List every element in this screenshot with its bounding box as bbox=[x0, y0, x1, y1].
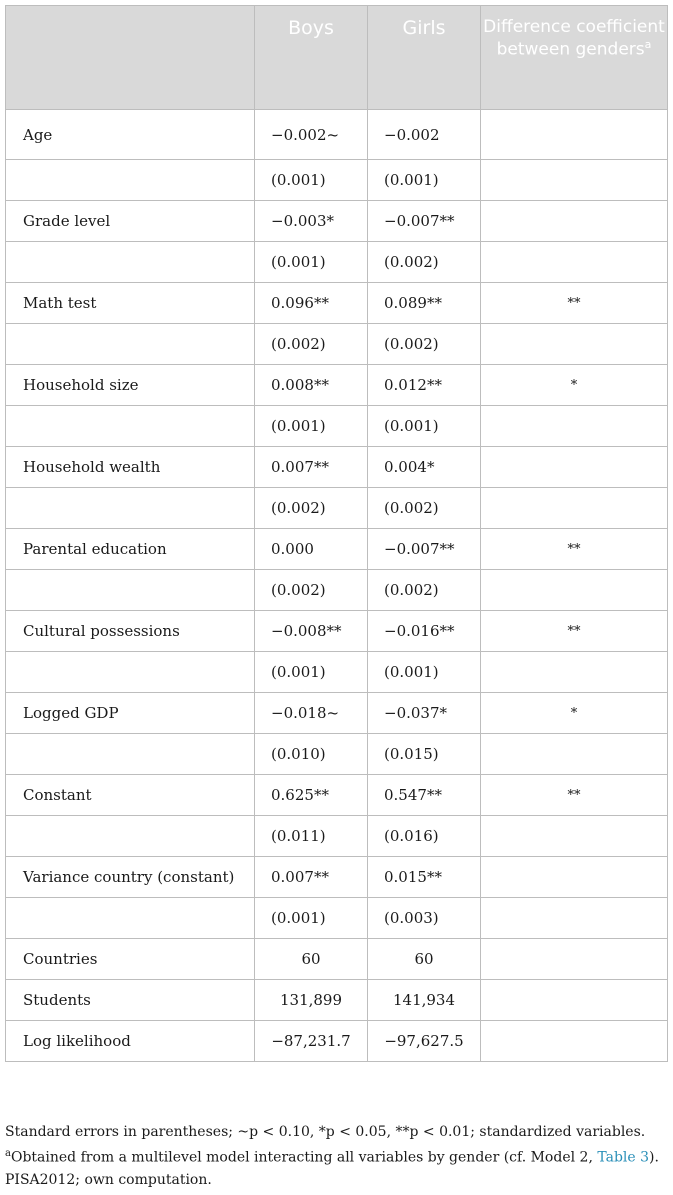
girls-coef: −0.037* bbox=[368, 693, 481, 734]
table-row bbox=[6, 611, 668, 652]
boys-coef: 0.000 bbox=[255, 529, 368, 570]
boys-value: −87,231.7 bbox=[255, 1021, 368, 1062]
girls-coef: −0.007** bbox=[368, 529, 481, 570]
boys-coef: 0.625** bbox=[255, 775, 368, 816]
table-row-se bbox=[6, 652, 668, 693]
boys-se: (0.001) bbox=[255, 406, 368, 447]
diff-sig: * bbox=[481, 693, 668, 734]
note-text-end: ). bbox=[649, 1149, 659, 1166]
boys-coef: −0.003* bbox=[255, 201, 368, 242]
header-row bbox=[6, 6, 668, 110]
table-row-se bbox=[6, 160, 668, 201]
diff-sig bbox=[481, 110, 668, 160]
row-label: Household size bbox=[6, 365, 255, 406]
boys-se: (0.011) bbox=[255, 816, 368, 857]
boys-coef: 0.096** bbox=[255, 283, 368, 324]
boys-se: (0.010) bbox=[255, 734, 368, 775]
girls-se: (0.002) bbox=[368, 324, 481, 365]
diff-sig bbox=[481, 857, 668, 898]
table-3-link[interactable]: Table 3 bbox=[597, 1149, 650, 1166]
note-text: Obtained from a multilevel model interacting all variables by gender (cf. Model 2, bbox=[10, 1149, 598, 1166]
note-significance: Standard errors in parentheses; ~p < 0.10, *p < 0.05, **p < 0.01; standardized variables. bbox=[5, 1124, 646, 1140]
table-row bbox=[6, 201, 668, 242]
boys-se: (0.002) bbox=[255, 324, 368, 365]
girls-value: 141,934 bbox=[368, 980, 481, 1021]
row-label: Math test bbox=[6, 283, 255, 324]
row-label: Logged GDP bbox=[6, 693, 255, 734]
row-label: Constant bbox=[6, 775, 255, 816]
girls-se: (0.015) bbox=[368, 734, 481, 775]
table-row bbox=[6, 775, 668, 816]
table-row-se bbox=[6, 734, 668, 775]
row-label: Household wealth bbox=[6, 447, 255, 488]
boys-se: (0.001) bbox=[255, 898, 368, 939]
table-row bbox=[6, 283, 668, 324]
boys-coef: 0.008** bbox=[255, 365, 368, 406]
table-row-se bbox=[6, 570, 668, 611]
table-row bbox=[6, 857, 668, 898]
boys-se: (0.002) bbox=[255, 570, 368, 611]
footnote-marker-a: a bbox=[644, 38, 652, 51]
girls-se: (0.002) bbox=[368, 488, 481, 529]
row-label: Countries bbox=[6, 939, 255, 980]
diff-sig bbox=[481, 201, 668, 242]
note-footnote-a bbox=[5, 1143, 667, 1169]
girls-coef: −0.002 bbox=[368, 110, 481, 160]
header-boys: Boys bbox=[255, 6, 368, 110]
table-notes bbox=[5, 1121, 667, 1191]
footnote-marker: a bbox=[5, 1148, 11, 1159]
girls-coef: 0.004* bbox=[368, 447, 481, 488]
girls-se: (0.001) bbox=[368, 652, 481, 693]
table-row bbox=[6, 365, 668, 406]
girls-value: 60 bbox=[368, 939, 481, 980]
table-row-se bbox=[6, 488, 668, 529]
boys-coef: 0.007** bbox=[255, 857, 368, 898]
boys-coef: −0.002~ bbox=[255, 110, 368, 160]
row-label: Log likelihood bbox=[6, 1021, 255, 1062]
note-source: PISA2012; own computation. bbox=[5, 1171, 212, 1188]
girls-se: (0.001) bbox=[368, 160, 481, 201]
boys-se: (0.001) bbox=[255, 652, 368, 693]
diff-sig: ** bbox=[481, 283, 668, 324]
diff-sig: ** bbox=[481, 529, 668, 570]
boys-se: (0.001) bbox=[255, 242, 368, 283]
girls-coef: −0.016** bbox=[368, 611, 481, 652]
summary-row bbox=[6, 980, 668, 1021]
header-variable bbox=[6, 6, 255, 110]
summary-row bbox=[6, 1021, 668, 1062]
girls-se: (0.016) bbox=[368, 816, 481, 857]
girls-se: (0.002) bbox=[368, 242, 481, 283]
table-row-se bbox=[6, 816, 668, 857]
boys-se: (0.001) bbox=[255, 160, 368, 201]
row-label: Cultural possessions bbox=[6, 611, 255, 652]
table-row-se bbox=[6, 406, 668, 447]
boys-coef: 0.007** bbox=[255, 447, 368, 488]
boys-coef: −0.008** bbox=[255, 611, 368, 652]
boys-coef: −0.018~ bbox=[255, 693, 368, 734]
table-row-se bbox=[6, 242, 668, 283]
girls-coef: −0.007** bbox=[368, 201, 481, 242]
summary-row bbox=[6, 939, 668, 980]
girls-coef: 0.089** bbox=[368, 283, 481, 324]
diff-sig: ** bbox=[481, 611, 668, 652]
row-label: Parental education bbox=[6, 529, 255, 570]
girls-se: (0.001) bbox=[368, 406, 481, 447]
diff-sig bbox=[481, 447, 668, 488]
header-girls: Girls bbox=[368, 6, 481, 110]
table-row-se bbox=[6, 324, 668, 365]
girls-coef: 0.015** bbox=[368, 857, 481, 898]
table-row bbox=[6, 529, 668, 570]
diff-sig: ** bbox=[481, 775, 668, 816]
row-label: Students bbox=[6, 980, 255, 1021]
regression-table bbox=[5, 5, 668, 1062]
row-label: Age bbox=[6, 110, 255, 160]
girls-coef: 0.547** bbox=[368, 775, 481, 816]
header-difference-label: Difference coefficient between genders bbox=[483, 17, 665, 60]
girls-value: −97,627.5 bbox=[368, 1021, 481, 1062]
girls-se: (0.002) bbox=[368, 570, 481, 611]
table-row bbox=[6, 447, 668, 488]
row-label: Grade level bbox=[6, 201, 255, 242]
header-difference bbox=[481, 6, 668, 110]
table-row bbox=[6, 693, 668, 734]
girls-se: (0.003) bbox=[368, 898, 481, 939]
table-row bbox=[6, 110, 668, 160]
row-label: Variance country (constant) bbox=[6, 857, 255, 898]
girls-coef: 0.012** bbox=[368, 365, 481, 406]
boys-value: 60 bbox=[255, 939, 368, 980]
boys-value: 131,899 bbox=[255, 980, 368, 1021]
table-row-se bbox=[6, 898, 668, 939]
diff-sig: * bbox=[481, 365, 668, 406]
boys-se: (0.002) bbox=[255, 488, 368, 529]
